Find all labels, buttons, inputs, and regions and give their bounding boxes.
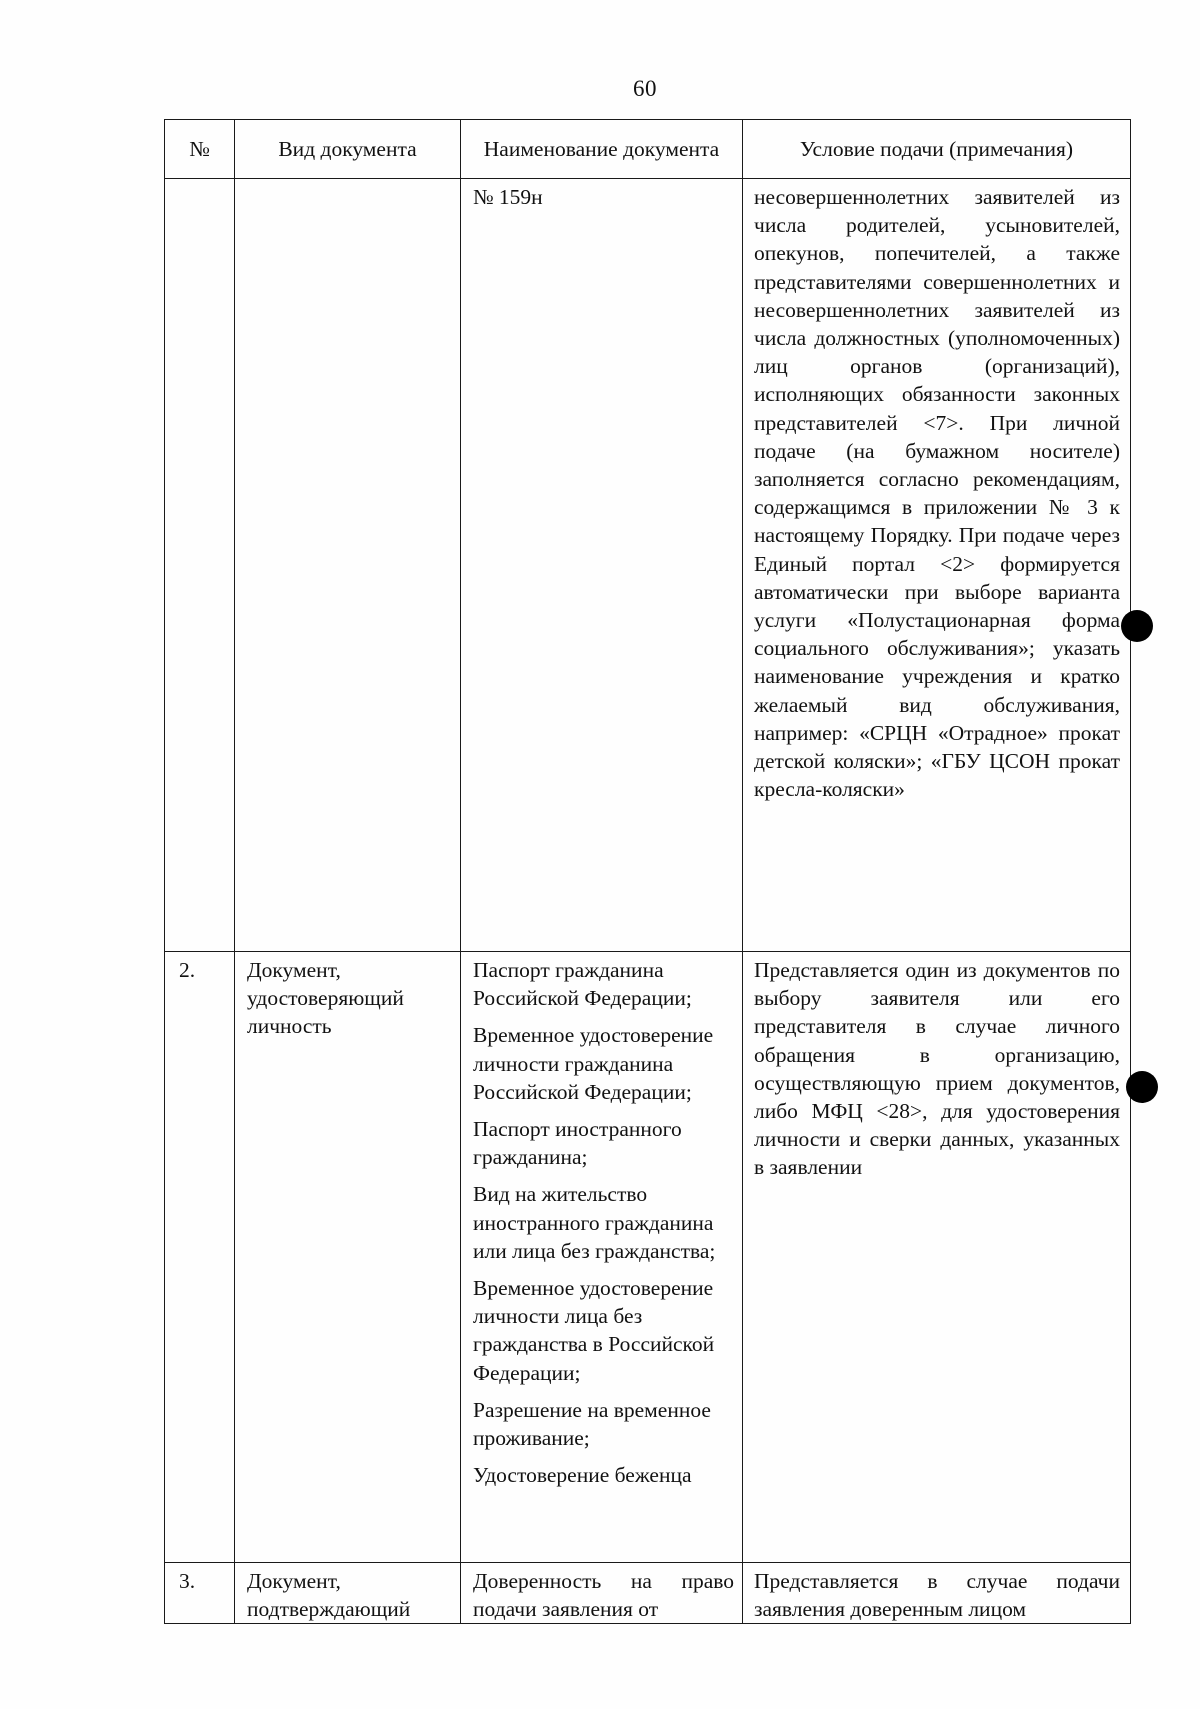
header-doc-name: Наименование документа bbox=[461, 120, 743, 179]
doc-name-item: Паспорт иностранного гражданина; bbox=[473, 1117, 682, 1170]
row-condition: Представляется один из документов по выбору заявителя или его представителя в случае личного обращения в организацию, осуществляющую прием документов, либо МФЦ <28>, для удостоверения личности и сверки данных, указанных в заявлении bbox=[743, 952, 1131, 1563]
row-num bbox=[165, 179, 235, 952]
documents-table bbox=[164, 119, 1131, 1624]
row-doc-names bbox=[461, 1563, 743, 1624]
row-doc-type: Документ, удостоверяющий личность bbox=[235, 952, 461, 1563]
doc-name-item: Разрешение на временное проживание; bbox=[473, 1397, 711, 1451]
row-doc-type bbox=[235, 179, 461, 952]
binder-hole-mark-upper bbox=[1121, 610, 1153, 642]
doc-name-item: № 159н bbox=[473, 185, 543, 209]
header-doc-type: Вид документа bbox=[235, 120, 461, 179]
doc-name-item: Удостоверение беженца bbox=[473, 1463, 692, 1488]
table-row bbox=[165, 952, 1131, 1563]
row-num: 2. bbox=[165, 952, 235, 1563]
row-doc-names bbox=[461, 952, 743, 1563]
row-num: 3. bbox=[165, 1563, 235, 1624]
doc-name-item: Временное удостоверение личности лица без гражданства в Российской Федерации; bbox=[473, 1276, 715, 1385]
page-number: 60 bbox=[633, 76, 657, 101]
row-condition: Представляется в случае подачи заявления доверенным лицом bbox=[743, 1563, 1131, 1624]
doc-name-item: Временное удостоверение личности гражданина Российской Федерации; bbox=[473, 1023, 714, 1104]
doc-name-item: Паспорт гражданина Российской Федерации; bbox=[473, 958, 692, 1011]
doc-name-item: Вид на жительство иностранного гражданина или лица без гражданства; bbox=[473, 1182, 716, 1263]
row-condition: несовершеннолетних заявителей из числа родителей, усыновителей, опекунов, попечителей, а также представителями совершеннолетних и несовершеннолетних заявителей из числа должностных (уполномоченных) лиц органов (организаций), исполняющих обязанности законных представителей <7>. При личной подаче (на бумажном носителе) заполняется согласно рекомендациям, содержащимся в приложении № 3 к настоящему Порядку. При подаче через Единый портал <2> формируется автоматически при выборе варианта услуги «Полустационарная форма социального обслуживания»; указать наименование учреждения и кратко желаемый вид обслуживания, например: «СРЦН «Отрадное» прокат детской коляски»; «ГБУ ЦСОН прокат кресла-коляски» bbox=[743, 179, 1131, 952]
header-condition: Условие подачи (примечания) bbox=[743, 120, 1131, 179]
doc-name-item: Доверенность на право подачи заявления от bbox=[473, 1569, 734, 1622]
row-doc-names bbox=[461, 179, 743, 952]
row-doc-type: Документ, подтверждающий bbox=[235, 1563, 461, 1624]
table-row bbox=[165, 1563, 1131, 1624]
binder-hole-mark-lower bbox=[1126, 1071, 1158, 1103]
table-header-row bbox=[165, 120, 1131, 179]
table-row bbox=[165, 179, 1131, 952]
header-num: № bbox=[165, 120, 235, 179]
